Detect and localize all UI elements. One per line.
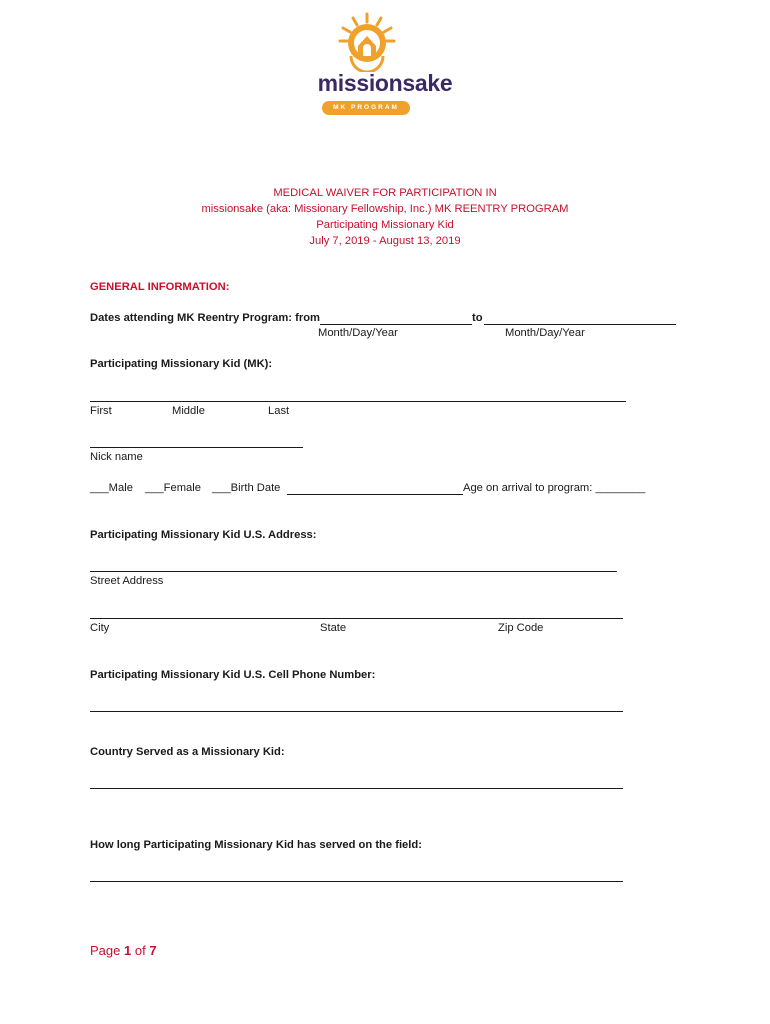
city-state-zip-field[interactable] bbox=[90, 618, 623, 619]
mk-name-field[interactable] bbox=[90, 401, 626, 402]
from-date-caption: Month/Day/Year bbox=[318, 327, 398, 339]
birth-date-field[interactable] bbox=[287, 494, 463, 495]
male-option[interactable]: ___Male bbox=[90, 482, 133, 494]
logo-wordmark: missionsake bbox=[317, 70, 453, 96]
form-org: missionsake (aka: Missionary Fellowship, Inc.) MK REENTRY PROGRAM bbox=[201, 203, 569, 215]
form-title: MEDICAL WAIVER FOR PARTICIPATION IN bbox=[273, 187, 497, 199]
to-date-caption: Month/Day/Year bbox=[505, 327, 585, 339]
birth-date-label: ___Birth Date bbox=[212, 482, 281, 494]
served-heading: How long Participating Missionary Kid has served on the field: bbox=[90, 839, 422, 851]
form-subtitle: Participating Missionary Kid bbox=[316, 219, 454, 231]
dates-to-label: to bbox=[472, 312, 483, 324]
nickname-field[interactable] bbox=[90, 447, 303, 448]
page-total: 7 bbox=[149, 943, 157, 958]
phone-heading: Participating Missionary Kid U.S. Cell Phone Number: bbox=[90, 669, 376, 681]
country-heading: Country Served as a Missionary Kid: bbox=[90, 746, 285, 758]
country-field[interactable] bbox=[90, 788, 623, 789]
sunburst-house-icon bbox=[336, 10, 398, 72]
page-indicator bbox=[90, 943, 157, 958]
first-caption: First bbox=[90, 405, 112, 417]
form-dates: July 7, 2019 - August 13, 2019 bbox=[309, 235, 461, 247]
city-caption: City bbox=[90, 622, 110, 634]
mk-label: Participating Missionary Kid (MK): bbox=[90, 358, 273, 370]
street-caption: Street Address bbox=[90, 575, 164, 587]
to-date-field[interactable] bbox=[484, 324, 676, 325]
middle-caption: Middle bbox=[172, 405, 205, 417]
general-heading: GENERAL INFORMATION: bbox=[90, 281, 230, 293]
of-word: of bbox=[134, 943, 146, 958]
phone-field[interactable] bbox=[90, 711, 623, 712]
logo-tagline: MK PROGRAM bbox=[322, 101, 410, 115]
age-on-arrival[interactable]: Age on arrival to program: ________ bbox=[463, 482, 646, 494]
address-heading: Participating Missionary Kid U.S. Address: bbox=[90, 529, 317, 541]
dates-label: Dates attending MK Reentry Program: from bbox=[90, 312, 320, 324]
from-date-field[interactable] bbox=[320, 324, 472, 325]
female-option[interactable]: ___Female bbox=[145, 482, 201, 494]
street-field[interactable] bbox=[90, 571, 617, 572]
last-caption: Last bbox=[268, 405, 290, 417]
served-field[interactable] bbox=[90, 881, 623, 882]
nickname-caption: Nick name bbox=[90, 451, 143, 463]
zip-caption: Zip Code bbox=[498, 622, 544, 634]
page-number: 1 bbox=[124, 943, 132, 958]
state-caption: State bbox=[320, 622, 347, 634]
page-word: Page bbox=[90, 943, 121, 958]
